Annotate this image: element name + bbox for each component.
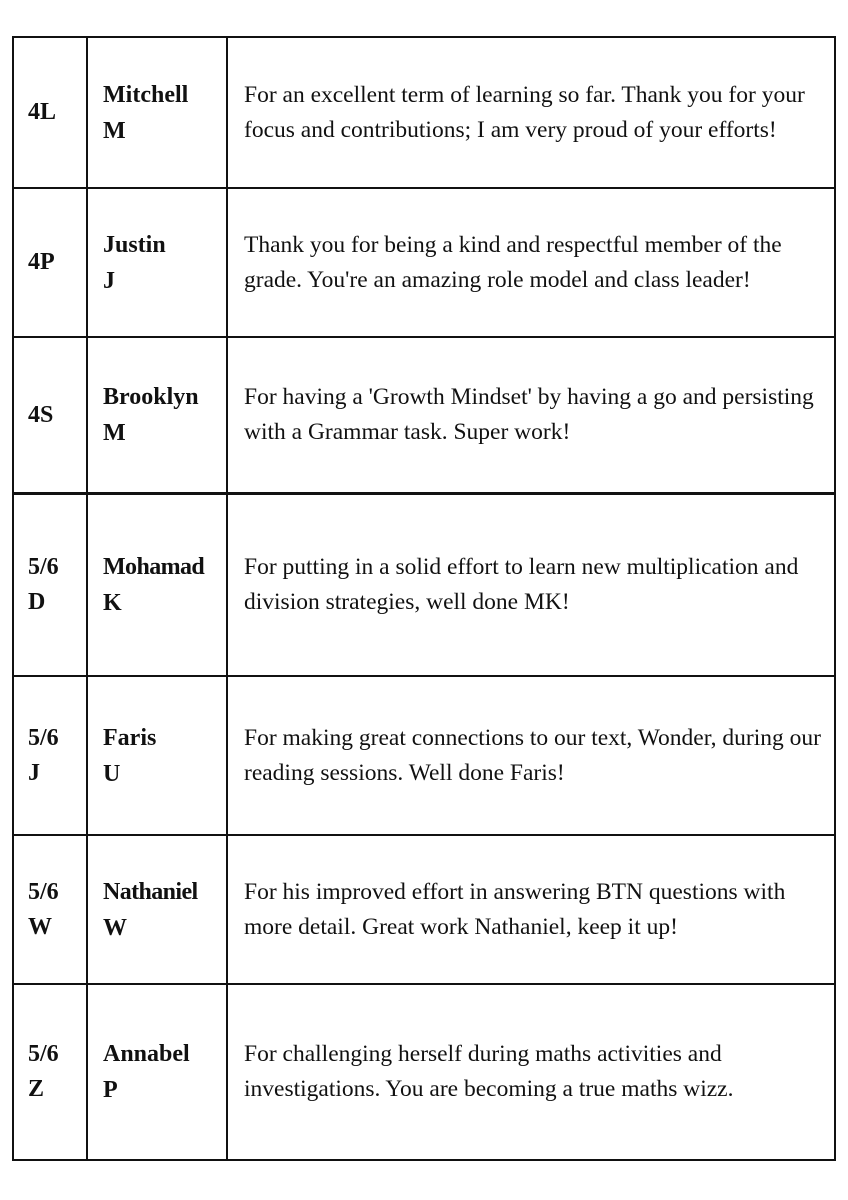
award-reason-cell <box>226 836 834 983</box>
student-name-cell <box>86 189 226 336</box>
award-reason: For putting in a solid effort to learn new multiplication and division strategies, well done MK! <box>244 554 799 615</box>
award-reason-cell <box>226 338 834 492</box>
student-initial: M <box>103 420 126 446</box>
student-first-name: Faris <box>103 724 157 751</box>
class-section: D <box>28 589 46 615</box>
student-initial: J <box>103 267 115 294</box>
award-reason: Thank you for being a kind and respectful member of the grade. You're an amazing role model and class leader! <box>244 231 782 293</box>
table-row <box>14 38 834 189</box>
award-reason: For his improved effort in answering BTN questions with more detail. Great work Nathaniel, keep it up! <box>244 878 786 940</box>
class-cell <box>14 338 86 492</box>
class-cell <box>14 495 86 675</box>
student-first-name: Annabel <box>103 1041 190 1067</box>
award-reason-cell <box>226 677 834 834</box>
student-first-name: Justin <box>103 231 166 258</box>
class-label: 4L <box>28 99 57 125</box>
award-reason-cell <box>226 495 834 675</box>
student-initial: P <box>103 1077 118 1103</box>
class-label: 5/6 <box>28 1041 59 1067</box>
student-initial: U <box>103 760 121 787</box>
award-reason-cell <box>226 189 834 336</box>
student-name-cell <box>86 338 226 492</box>
table-row <box>14 495 834 677</box>
class-cell <box>14 985 86 1159</box>
class-label: 4S <box>28 401 54 428</box>
student-first-name: Nathaniel <box>103 878 198 905</box>
student-name-cell <box>86 677 226 834</box>
award-reason: For an excellent term of learning so far. Thank you for your focus and contributions; I am very proud of your efforts! <box>244 81 805 143</box>
student-initial: K <box>103 590 122 616</box>
class-label: 5/6 <box>28 878 59 905</box>
table-row <box>14 338 834 495</box>
awards-table <box>12 36 836 1161</box>
award-reason-cell <box>226 38 834 187</box>
student-initial: W <box>103 914 127 941</box>
class-cell <box>14 677 86 834</box>
table-row <box>14 836 834 985</box>
class-cell <box>14 189 86 336</box>
student-first-name: Brooklyn <box>103 384 199 410</box>
class-label: 5/6 <box>28 554 59 580</box>
student-name-cell <box>86 495 226 675</box>
class-cell <box>14 38 86 187</box>
award-reason: For making great connections to our text, Wonder, during our reading sessions. Well done Faris! <box>244 724 821 786</box>
award-reason-cell <box>226 985 834 1159</box>
table-row <box>14 677 834 836</box>
student-initial: M <box>103 117 126 144</box>
student-name-cell <box>86 38 226 187</box>
class-cell <box>14 836 86 983</box>
award-reason: For having a 'Growth Mindset' by having a go and persisting with a Grammar task. Super work! <box>244 384 814 445</box>
student-first-name: Mohamad <box>103 554 205 580</box>
class-section: J <box>28 759 40 786</box>
class-label: 4P <box>28 249 55 275</box>
class-label: 5/6 <box>28 724 59 751</box>
class-section: W <box>28 913 52 940</box>
table-row <box>14 985 834 1159</box>
student-name-cell <box>86 836 226 983</box>
student-first-name: Mitchell <box>103 81 189 108</box>
table-row <box>14 189 834 338</box>
class-section: Z <box>28 1076 45 1102</box>
student-name-cell <box>86 985 226 1159</box>
award-reason: For challenging herself during maths activities and investigations. You are becoming a true maths wizz. <box>244 1041 734 1102</box>
